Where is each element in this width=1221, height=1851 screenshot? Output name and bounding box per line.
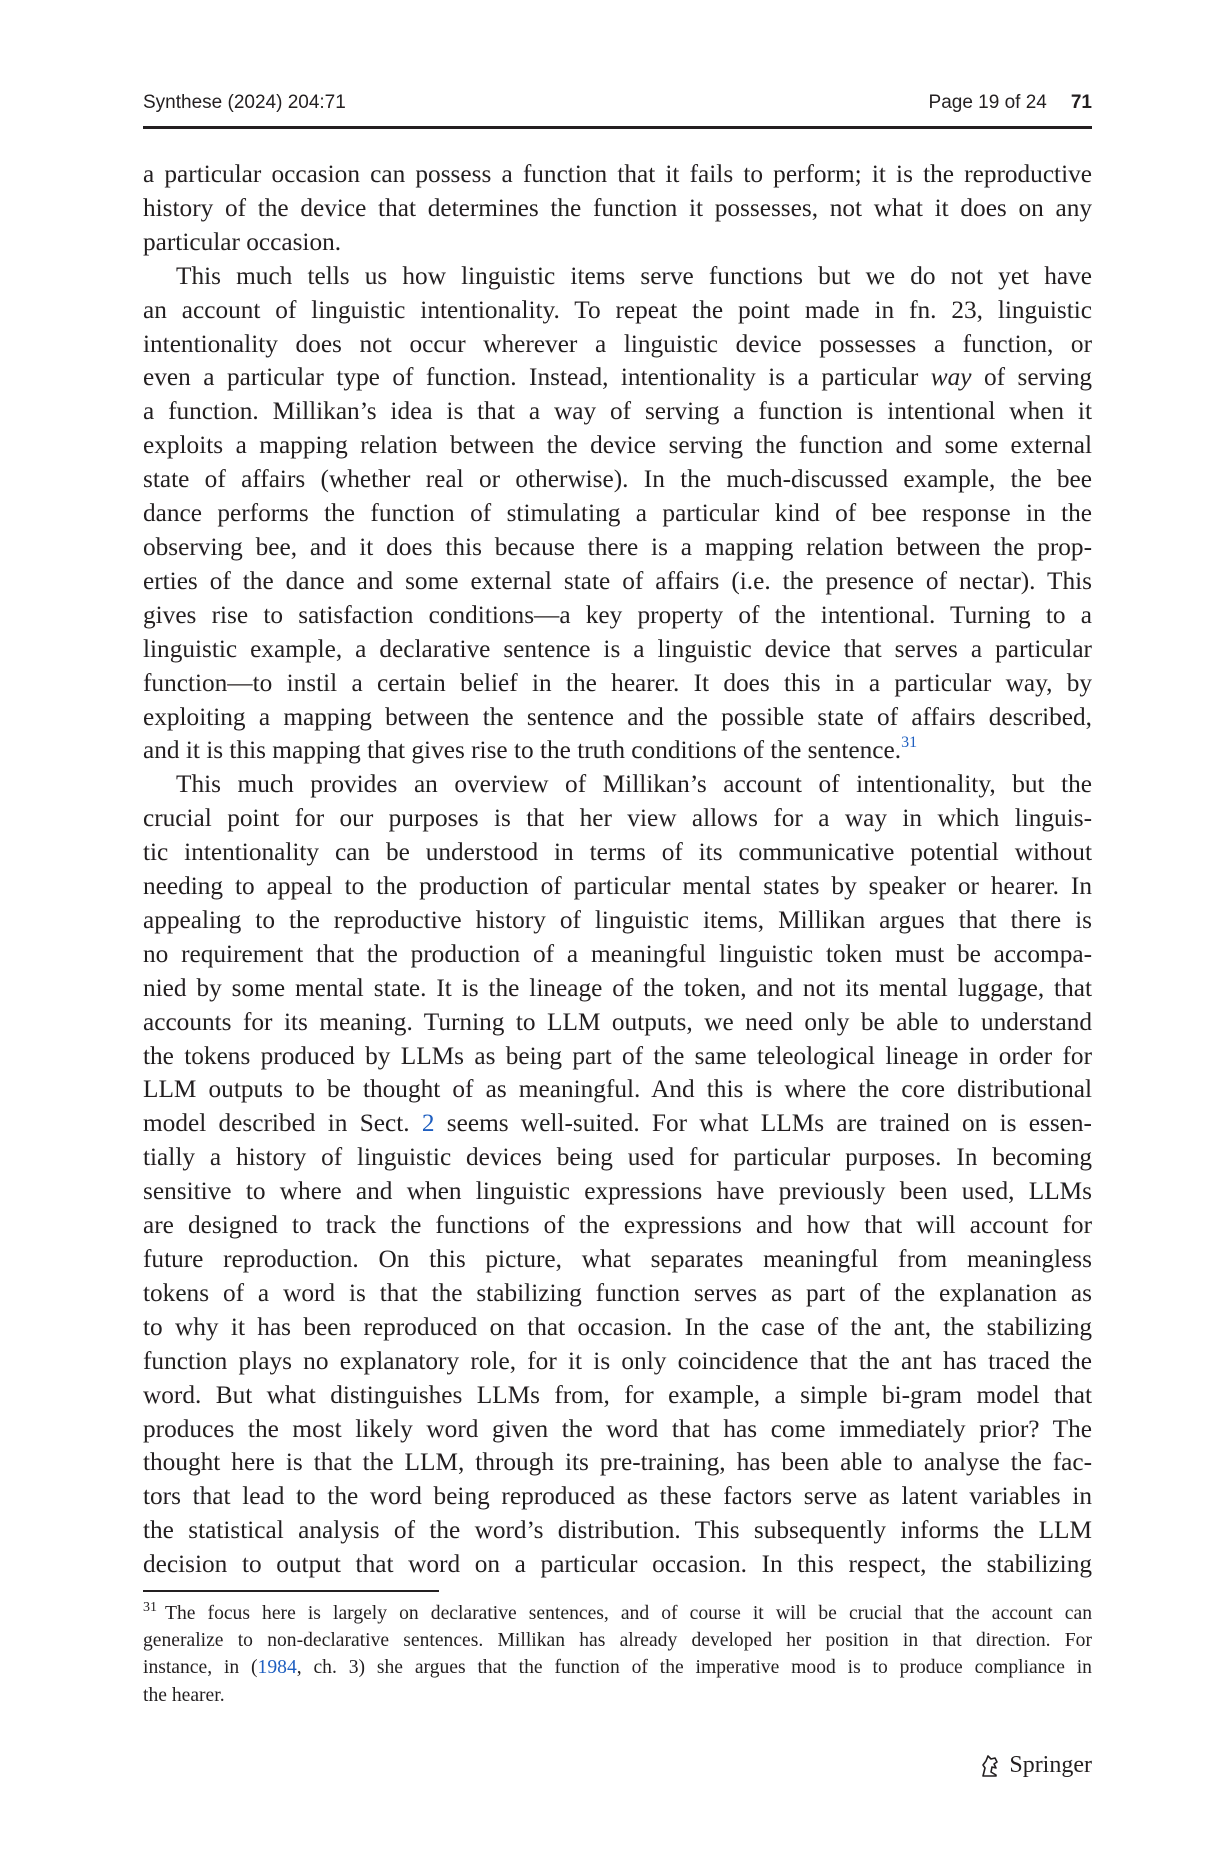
emphasis-way: way	[930, 363, 972, 392]
text-line: linguistic example, a declarative sentence is a linguistic device that serves a particular	[143, 634, 1092, 663]
text-span: even a particular type of function. Instead, intentionality is a particular	[143, 363, 931, 392]
text-line: no requirement that the production of a meaningful linguistic token must be accompa-	[143, 939, 1092, 968]
text-line: produces the most likely word given the word that has come immediately prior? The	[143, 1414, 1092, 1443]
text-line: an account of linguistic intentionality. To repeat the point made in fn. 23, linguistic	[143, 295, 1092, 324]
text-span: seems well-suited. For what LLMs are trained on is essen-	[434, 1109, 1092, 1138]
footnote-ref-31[interactable]: 31	[901, 734, 918, 752]
text-span: , ch. 3) she argues that the function of the imperative mood is to produce compliance in	[296, 1657, 1092, 1679]
text-line: thought here is that the LLM, through its pre-training, has been able to analyse the fac-	[143, 1448, 1092, 1477]
springer-horse-icon	[977, 1753, 1003, 1779]
text-line: gives rise to satisfaction conditions—a key property of the intentional. Turning to a	[143, 600, 1092, 629]
text-line: LLM outputs to be thought of as meaningful. And this is where the core distributional	[143, 1075, 1092, 1104]
text-line: intentionality does not occur wherever a linguistic device possesses a function, or	[143, 329, 1092, 358]
text-line: exploiting a mapping between the sentence and the possible state of affairs described,	[143, 702, 1092, 731]
publisher-name: Springer	[1009, 1752, 1092, 1778]
text-line: future reproduction. On this picture, what separates meaningful from meaningless	[143, 1245, 1092, 1273]
text-span: model described in Sect.	[143, 1109, 422, 1138]
journal-citation: Synthese (2024) 204:71	[143, 92, 346, 113]
footnote-rule	[143, 1590, 439, 1592]
text-line: state of affairs (whether real or otherwise). In the much-discussed example, the bee	[143, 465, 1092, 494]
text-line: exploits a mapping relation between the device serving the function and some external	[143, 431, 1092, 460]
text-line: tokens of a word is that the stabilizing function serves as part of the explanation as	[143, 1278, 1092, 1307]
text-line: a function. Millikan’s idea is that a way of serving a function is intentional when it	[143, 397, 1092, 426]
text-line: function plays no explanatory role, for it is only coincidence that the ant has traced the	[143, 1346, 1092, 1375]
paragraph-3	[143, 768, 1092, 1582]
footnote-line: the hearer.	[143, 1684, 225, 1706]
text-line: accounts for its meaning. Turning to LLM outputs, we need only be able to understand	[143, 1007, 1092, 1036]
text-line: This much provides an overview of Millikan’s account of intentionality, but the	[176, 770, 1092, 799]
footnote-number: 31	[143, 1600, 157, 1615]
text-line: are designed to track the functions of the expressions and how that will account for	[143, 1211, 1092, 1240]
text-line: tors that lead to the word being reproduced as these factors serve as latent variables in	[143, 1482, 1092, 1511]
text-line: nied by some mental state. It is the lineage of the token, and not its mental luggage, that	[143, 973, 1092, 1002]
text-line	[143, 734, 1092, 768]
main-text	[143, 158, 1092, 1582]
text-line: word. But what distinguishes LLMs from, for example, a simple bi-gram model that	[143, 1380, 1092, 1409]
page-of-label: Page 19 of 24	[928, 92, 1047, 113]
text-line: to why it has been reproduced on that occasion. In the case of the ant, the stabilizing	[143, 1312, 1092, 1341]
running-header	[143, 92, 1092, 114]
text-span: instance, in (	[143, 1657, 258, 1679]
footnote-line	[143, 1600, 1092, 1627]
text-line: needing to appeal to the production of particular mental states by speaker or hearer. In	[143, 872, 1092, 901]
header-rule	[143, 126, 1092, 129]
text-line: dance performs the function of stimulating a particular kind of bee response in the	[143, 499, 1092, 528]
text-line: function—to instil a certain belief in the hearer. It does this in a particular way, by	[143, 668, 1092, 697]
text-line: crucial point for our purposes is that her view allows for a way in which linguis-	[143, 804, 1092, 833]
article-number: 71	[1070, 92, 1092, 113]
text-line: erties of the dance and some external state of affairs (i.e. the presence of nectar). This	[143, 566, 1092, 595]
paragraph-2	[143, 260, 1092, 769]
text-span: and it is this mapping that gives rise to the truth conditions of the sentence.	[143, 736, 902, 765]
text-line: observing bee, and it does this because there is a mapping relation between the prop-	[143, 532, 1092, 561]
text-line: history of the device that determines the function it possesses, not what it does on any	[143, 193, 1092, 222]
text-line: sensitive to where and when linguistic expressions have previously been used, LLMs	[143, 1177, 1092, 1206]
publisher-logo	[977, 1752, 1092, 1779]
text-line	[143, 361, 1092, 395]
text-line: tially a history of linguistic devices being used for particular purposes. In becoming	[143, 1143, 1092, 1172]
text-line: particular occasion.	[143, 227, 342, 256]
text-line: tic intentionality can be understood in terms of its communicative potential without	[143, 838, 1092, 867]
text-line: the statistical analysis of the word’s distribution. This subsequently informs the LLM	[143, 1516, 1092, 1545]
paragraph-1	[143, 158, 1092, 260]
footnote-line: generalize to non-declarative sentences. Millikan has already developed her position in that direction. For	[143, 1630, 1092, 1652]
section-link-2[interactable]: 2	[421, 1109, 435, 1138]
text-line: a particular occasion can possess a function that it fails to perform; it is the reproductive	[143, 160, 1092, 188]
text-line: appealing to the reproductive history of linguistic items, Millikan argues that there is	[143, 905, 1092, 934]
footnote-line	[143, 1654, 1092, 1681]
footnote-31	[143, 1600, 1092, 1709]
page-indicator	[929, 92, 1092, 114]
text-line: This much tells us how linguistic items serve functions but we do not yet have	[176, 261, 1092, 290]
text-span: of serving	[971, 363, 1092, 392]
citation-link-1984[interactable]: 1984	[257, 1657, 297, 1679]
text-line: the tokens produced by LLMs as being part of the same teleological lineage in order for	[143, 1041, 1092, 1070]
text-span: The focus here is largely on declarative sentences, and of course it will be crucial that the account can	[165, 1603, 1092, 1624]
text-line	[143, 1107, 1092, 1141]
text-line: decision to output that word on a particular occasion. In this respect, the stabilizing	[143, 1550, 1092, 1579]
